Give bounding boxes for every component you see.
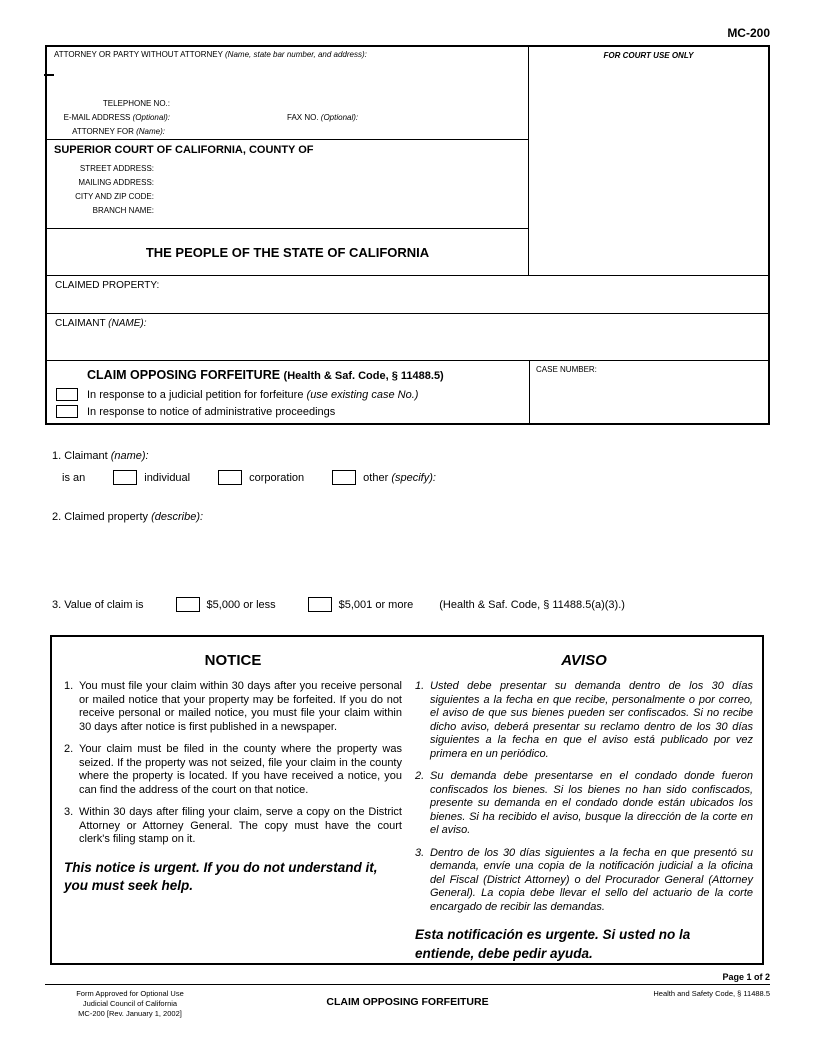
case-number-field[interactable] (529, 361, 768, 423)
for-court-use-only-label: FOR COURT USE ONLY (603, 51, 694, 60)
item-3-value-of-claim (52, 597, 770, 612)
item-1-claimant (52, 450, 770, 485)
other-checkbox[interactable] (332, 470, 356, 485)
administrative-proceedings-checkbox[interactable] (56, 405, 78, 418)
corporation-checkbox[interactable] (218, 470, 242, 485)
urgent-notice-english: This notice is urgent. If you do not understand it, you must seek help. (64, 859, 378, 893)
value-5001-or-more-checkbox[interactable] (308, 597, 332, 612)
attorney-for-label: ATTORNEY FOR (Name): (72, 127, 165, 136)
other-label: other (specify): (363, 471, 436, 484)
form-approval-block: Form Approved for Optional Use Judicial Council of California MC-200 [Rev. January 1, 2002] (76, 989, 184, 1018)
is-an-label: is an (62, 471, 86, 484)
attorney-label: ATTORNEY OR PARTY WITHOUT ATTORNEY (Name, state bar number, and address): (54, 50, 367, 59)
notice-aviso-box (50, 635, 764, 965)
notice-item-2: 2. Your claim must be filed in the county where the property was seized. If the property was not seized, file your claim in the county where the property is located. If you have received a notice, you can find the address of the court on that notice. (64, 743, 402, 796)
claim-opposing-forfeiture-title: CLAIM OPPOSING FORFEITURE (Health & Saf. Code, § 11488.5) (87, 368, 444, 382)
urgent-notice-spanish: Esta notificación es urgente. Si usted no la entiende, debe pedir ayuda. (415, 927, 691, 961)
aviso-item-3: 3. Dentro de los 30 días siguientes a la fecha en que presentó su demanda, envíe una copia de la notificación judicial a la oficina del Fiscal (District Attorney) o del Procurador General (Attorney General). La copia debe llevar el sello del actuario de la corte encargado de recibir las demandas. (415, 846, 753, 913)
claim-title-left (47, 361, 529, 423)
branch-name-label: BRANCH NAME: (92, 206, 154, 215)
item-3-code-ref: (Health & Saf. Code, § 11488.5(a)(3).) (439, 598, 625, 611)
court-use-area (529, 47, 768, 275)
claimant-label: CLAIMANT (NAME): (55, 318, 147, 329)
aviso-item-1: 1. Usted debe presentar su demanda dentro de los 30 días siguientes a la fecha en que recibe, personalmente o por correo, el aviso de que sus bienes pueden ser confiscados. Si no recibe dicho aviso, deberá presentar su reclamo dentro de los 30 días siguientes a la fecha en que el aviso está publicado por vez primera en un periódico. (415, 680, 753, 760)
footer (45, 989, 770, 1019)
claim-title-section (47, 361, 768, 423)
telephone-label: TELEPHONE NO.: (102, 99, 170, 108)
notice-item-3: 3. Within 30 days after filing your claim, serve a copy on the District Attorney or Attorney General. The copy must have the court clerk's filing stamp on it. (64, 806, 402, 845)
judicial-petition-row (56, 388, 418, 401)
city-zip-label: CITY AND ZIP CODE: (75, 192, 154, 201)
notice-title: NOTICE (204, 652, 262, 669)
form-header-box (45, 45, 770, 425)
corporation-label: corporation (249, 471, 305, 484)
page-number: Page 1 of 2 (722, 972, 770, 982)
footer-code-reference: Health and Safety Code, § 11488.5 (653, 989, 770, 998)
mailing-address-label: MAILING ADDRESS: (78, 178, 154, 187)
administrative-proceedings-label: In response to notice of administrative proceedings (87, 405, 336, 418)
email-label: E-MAIL ADDRESS (Optional): (63, 113, 170, 122)
attorney-info-field[interactable] (47, 47, 528, 140)
claimed-property-label: CLAIMED PROPERTY: (55, 280, 160, 291)
claimed-property-field[interactable] (47, 276, 768, 314)
administrative-proceedings-row (56, 405, 335, 418)
people-title: THE PEOPLE OF THE STATE OF CALIFORNIA (145, 244, 430, 260)
value-low-label: $5,000 or less (206, 598, 276, 611)
aviso-item-2: 2. Su demanda debe presentarse en el condado donde fueron confiscados los bienes. Si los bienes no han sido confiscados, presente su demanda en el condado donde están ubicados los bienes. Si ha recibido el aviso, busque la dirección de la corte en el aviso. (415, 770, 753, 836)
judicial-petition-checkbox[interactable] (56, 388, 78, 401)
item-2-claimed-property[interactable] (52, 511, 770, 523)
item-1-label: 1. Claimant (name): (52, 450, 149, 462)
court-address-field[interactable] (47, 140, 528, 229)
header-top-region (47, 47, 768, 276)
form-page (45, 26, 770, 1019)
form-number: MC-200 (727, 26, 770, 40)
form-items (45, 450, 770, 612)
item-3-label: 3. Value of claim is (52, 598, 144, 611)
value-high-label: $5,001 or more (338, 598, 414, 611)
superior-court-title: SUPERIOR COURT OF CALIFORNIA, COUNTY OF (54, 144, 314, 156)
item-2-label: 2. Claimed property (describe): (52, 511, 204, 523)
individual-label: individual (144, 471, 191, 484)
notice-item-1: 1. You must file your claim within 30 days after you receive personal or mailed notice that your property may be forfeited. If you do not receive personal or mailed notice, you must file your claim within 30 days after notice is first published in a newspaper. (64, 680, 402, 733)
claimant-name-field[interactable] (47, 314, 768, 361)
fax-label: FAX NO. (Optional): (287, 113, 359, 122)
value-5000-or-less-checkbox[interactable] (176, 597, 200, 612)
notice-column-spanish (415, 645, 753, 961)
claimant-type-row (62, 470, 770, 485)
street-address-label: STREET ADDRESS: (79, 164, 154, 173)
footer-rule (45, 984, 770, 985)
individual-checkbox[interactable] (113, 470, 137, 485)
aviso-title: AVISO (561, 652, 607, 669)
judicial-petition-label: In response to a judicial petition for forfeiture (use existing case No.) (87, 388, 419, 401)
notice-column-english (64, 645, 402, 953)
case-number-label: CASE NUMBER: (536, 365, 597, 374)
footer-form-title: CLAIM OPPOSING FORFEITURE (326, 996, 489, 1008)
header-left-column (47, 47, 529, 275)
